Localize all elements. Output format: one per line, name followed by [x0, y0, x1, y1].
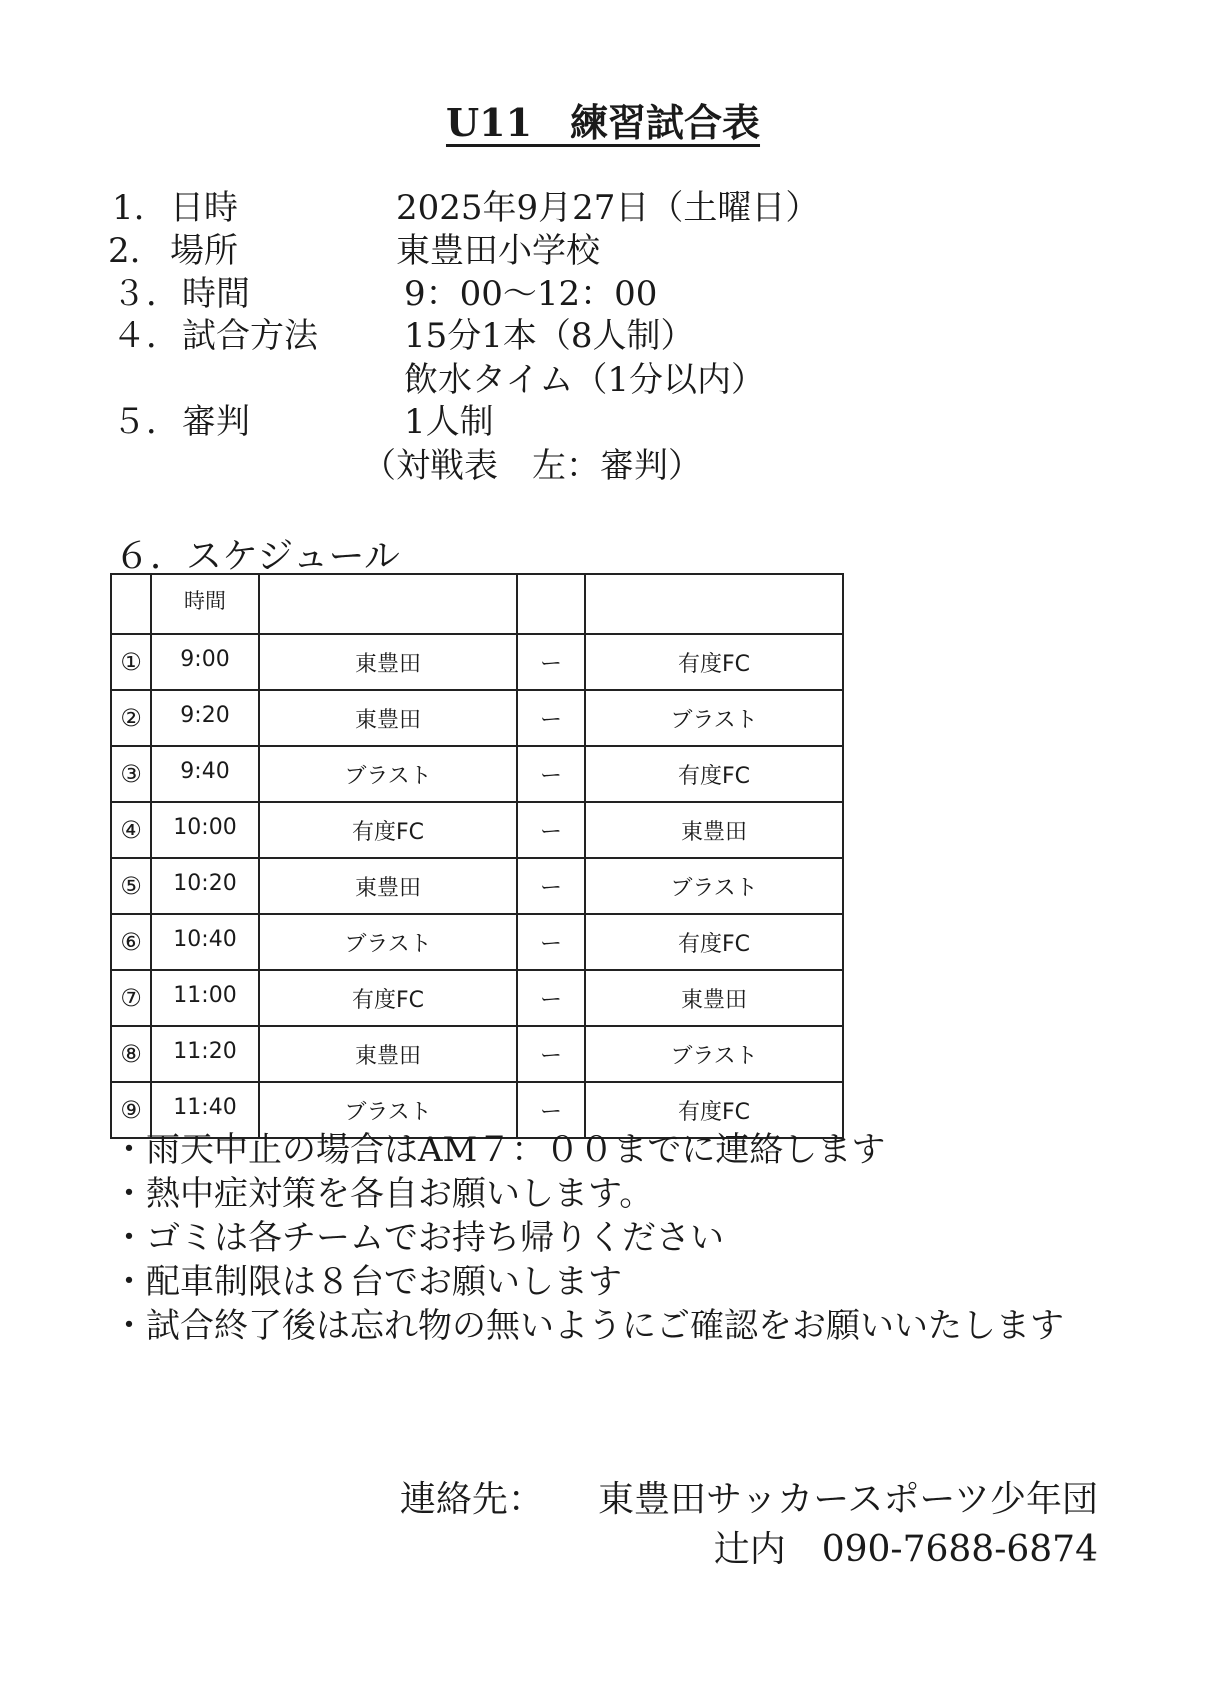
row-time-cell: 10:40 — [151, 914, 259, 970]
note-item: ・ゴミは各チームでお持ち帰りください — [112, 1218, 724, 1258]
header-home-cell — [259, 574, 517, 634]
info-method-note: 飲水タイム（1分以内） — [404, 360, 765, 400]
info-datetime-row — [112, 188, 819, 228]
table-row — [111, 1026, 843, 1082]
row-num-cell: ⑨ — [111, 1082, 151, 1138]
note-item: ・雨天中止の場合はAM７：００までに連絡します — [112, 1130, 886, 1170]
row-sep-cell: ー — [517, 634, 585, 690]
contact-person-line — [714, 1525, 1098, 1575]
row-sep-cell: ー — [517, 690, 585, 746]
row-sep-cell: ー — [517, 1026, 585, 1082]
row-time-cell: 9:00 — [151, 634, 259, 690]
info-label: 試合方法 — [182, 316, 318, 356]
row-sep-cell: ー — [517, 858, 585, 914]
contact-phone: 090-7688-6874 — [821, 1529, 1098, 1570]
row-time-cell: 11:40 — [151, 1082, 259, 1138]
row-num-cell: ⑦ — [111, 970, 151, 1026]
row-num-cell: ② — [111, 690, 151, 746]
page-title: U11 練習試合表 — [445, 100, 761, 145]
row-sep-cell: ー — [517, 914, 585, 970]
row-home-cell: 東豊田 — [259, 690, 517, 746]
row-time-cell: 11:20 — [151, 1026, 259, 1082]
note-item: ・配車制限は８台でお願いします — [112, 1262, 622, 1302]
info-label: 日時 — [170, 188, 238, 228]
header-num-cell — [111, 574, 151, 634]
contact-label: 連絡先： — [399, 1479, 526, 1520]
table-row — [111, 970, 843, 1026]
table-row — [111, 634, 843, 690]
row-away-cell: ブラスト — [585, 690, 843, 746]
info-value: 9：00〜12：00 — [404, 274, 658, 314]
info-value: 2025年9月27日（土曜日） — [396, 188, 820, 228]
row-away-cell: 東豊田 — [585, 802, 843, 858]
note-item: ・試合終了後は忘れ物の無いようにご確認をお願いいたします — [112, 1306, 1064, 1346]
row-away-cell: 有度FC — [585, 746, 843, 802]
row-away-cell: 東豊田 — [585, 970, 843, 1026]
table-row — [111, 914, 843, 970]
row-home-cell: 有度FC — [259, 802, 517, 858]
info-label: 場所 — [170, 231, 238, 271]
info-number: ３． — [112, 274, 180, 314]
row-time-cell: 9:20 — [151, 690, 259, 746]
table-row — [111, 690, 843, 746]
row-home-cell: 東豊田 — [259, 1026, 517, 1082]
row-away-cell: 有度FC — [585, 914, 843, 970]
info-time-row — [112, 274, 657, 314]
info-value: 15分1本（8人制） — [404, 316, 695, 356]
contact-person: 辻内 — [713, 1529, 786, 1570]
note-item: ・熱中症対策を各自お願いします。 — [112, 1174, 654, 1214]
schedule-table — [110, 573, 844, 1139]
schedule-heading: ６．スケジュール — [114, 536, 400, 577]
row-sep-cell: ー — [517, 746, 585, 802]
header-time-cell: 時間 — [151, 574, 259, 634]
row-home-cell: 東豊田 — [259, 858, 517, 914]
row-num-cell: ④ — [111, 802, 151, 858]
info-value: 1人制 — [404, 402, 494, 442]
info-number: 1. — [112, 188, 145, 228]
info-label: 審判 — [182, 402, 250, 442]
row-sep-cell: ー — [517, 802, 585, 858]
info-number: ４． — [112, 316, 180, 356]
row-num-cell: ⑧ — [111, 1026, 151, 1082]
row-num-cell: ③ — [111, 746, 151, 802]
row-away-cell: 有度FC — [585, 634, 843, 690]
info-referee-row — [112, 402, 494, 442]
info-label: 時間 — [182, 274, 250, 314]
contact-org: 東豊田サッカースポーツ少年団 — [597, 1479, 1098, 1520]
info-referee-note: （対戦表 左：審判） — [362, 446, 702, 486]
header-sep-cell — [517, 574, 585, 634]
row-num-cell: ⑥ — [111, 914, 151, 970]
row-sep-cell: ー — [517, 970, 585, 1026]
row-home-cell: ブラスト — [259, 746, 517, 802]
row-away-cell: 有度FC — [585, 1082, 843, 1138]
row-home-cell: 東豊田 — [259, 634, 517, 690]
info-place-row — [108, 231, 600, 271]
table-row — [111, 858, 843, 914]
row-time-cell: 10:00 — [151, 802, 259, 858]
row-sep-cell: ー — [517, 1082, 585, 1138]
notes-list — [112, 1128, 1112, 1348]
row-num-cell: ⑤ — [111, 858, 151, 914]
header-away-cell — [585, 574, 843, 634]
row-away-cell: ブラスト — [585, 1026, 843, 1082]
table-header-row — [111, 574, 843, 634]
row-home-cell: ブラスト — [259, 914, 517, 970]
table-row — [111, 802, 843, 858]
row-num-cell: ① — [111, 634, 151, 690]
row-time-cell: 10:20 — [151, 858, 259, 914]
info-number: 2. — [108, 231, 141, 271]
info-method-row — [112, 316, 695, 356]
table-row — [111, 746, 843, 802]
row-home-cell: ブラスト — [259, 1082, 517, 1138]
info-number: ５． — [112, 402, 180, 442]
row-time-cell: 9:40 — [151, 746, 259, 802]
contact-org-line — [400, 1475, 1098, 1525]
row-time-cell: 11:00 — [151, 970, 259, 1026]
info-value: 東豊田小学校 — [396, 231, 600, 271]
row-home-cell: 有度FC — [259, 970, 517, 1026]
row-away-cell: ブラスト — [585, 858, 843, 914]
